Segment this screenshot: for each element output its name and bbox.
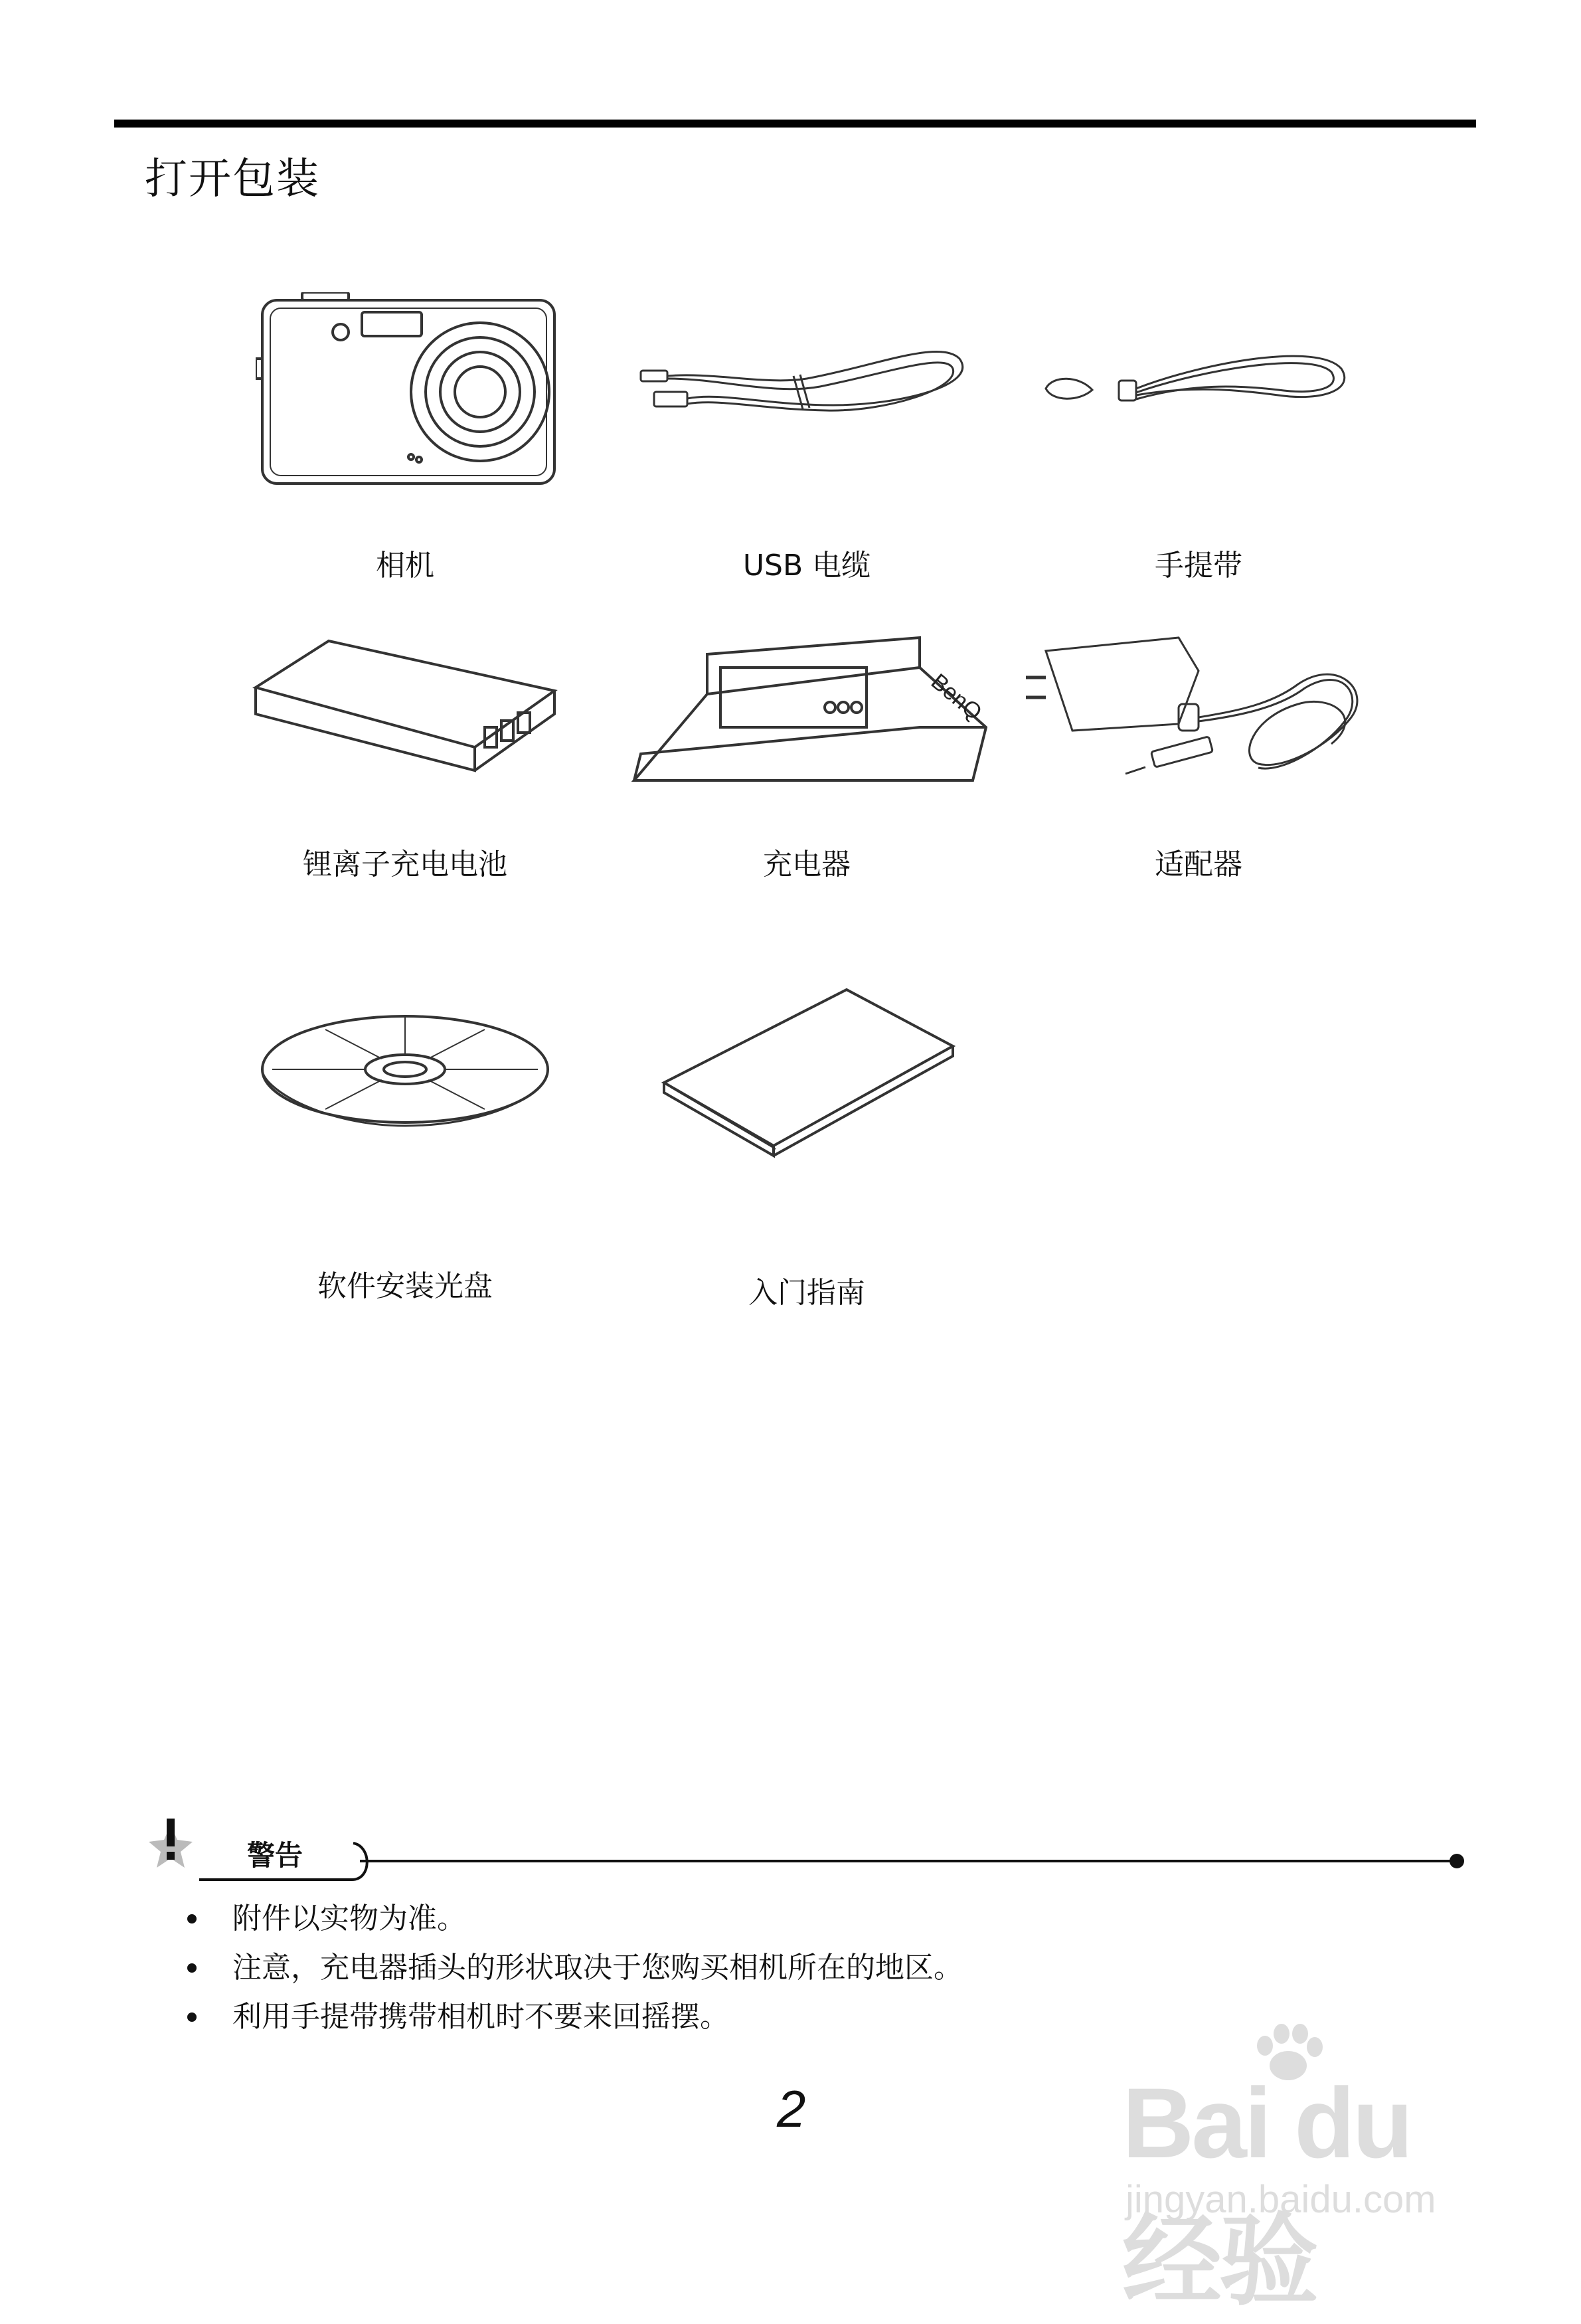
item-label: 入门指南: [748, 1276, 865, 1310]
charger-brand-text: BenQ: [926, 669, 987, 726]
watermark-brand: Bai du 经验: [1122, 2067, 1411, 2317]
item-label: 适配器: [1155, 848, 1242, 881]
warning-text: 注意，充电器插头的形状取决于您购买相机所在的地区。: [232, 1951, 963, 1985]
strap-icon: [1039, 349, 1351, 422]
page-title: 打开包装: [145, 155, 320, 204]
usb-cable-icon: [634, 332, 979, 445]
warning-text: 附件以实物为准。: [232, 1902, 466, 1935]
cd-icon: [259, 1010, 551, 1129]
page-number: 2: [777, 2080, 806, 2138]
battery-icon: [249, 634, 561, 787]
item-label: USB 电缆: [742, 549, 871, 582]
bullet-icon: [187, 2012, 197, 2022]
item-label: 手提带: [1155, 549, 1242, 582]
warning-label: 警告: [247, 1839, 303, 1872]
item-label: 锂离子充电电池: [303, 848, 507, 881]
charger-icon: [627, 634, 989, 790]
bullet-icon: [187, 1914, 197, 1923]
manual-icon: [657, 983, 959, 1162]
watermark-url: jingyan.baidu.com: [1125, 2178, 1436, 2221]
camera-icon: [256, 292, 561, 492]
item-label: 充电器: [763, 848, 851, 881]
list-item: [187, 1943, 963, 1993]
warning-divider: [179, 1833, 1474, 1886]
warning-list: [187, 1894, 963, 2042]
item-label: 软件安装光盘: [317, 1269, 493, 1303]
adapter-icon: [1019, 631, 1381, 790]
item-label: 相机: [376, 549, 434, 582]
top-rule: [114, 120, 1476, 128]
watermark: [1122, 2019, 1494, 2317]
list-item: [187, 1993, 963, 2042]
warning-text: 利用手提带携带相机时不要来回摇摆。: [232, 2000, 729, 2034]
list-item: [187, 1894, 963, 1943]
bullet-icon: [187, 1963, 197, 1973]
